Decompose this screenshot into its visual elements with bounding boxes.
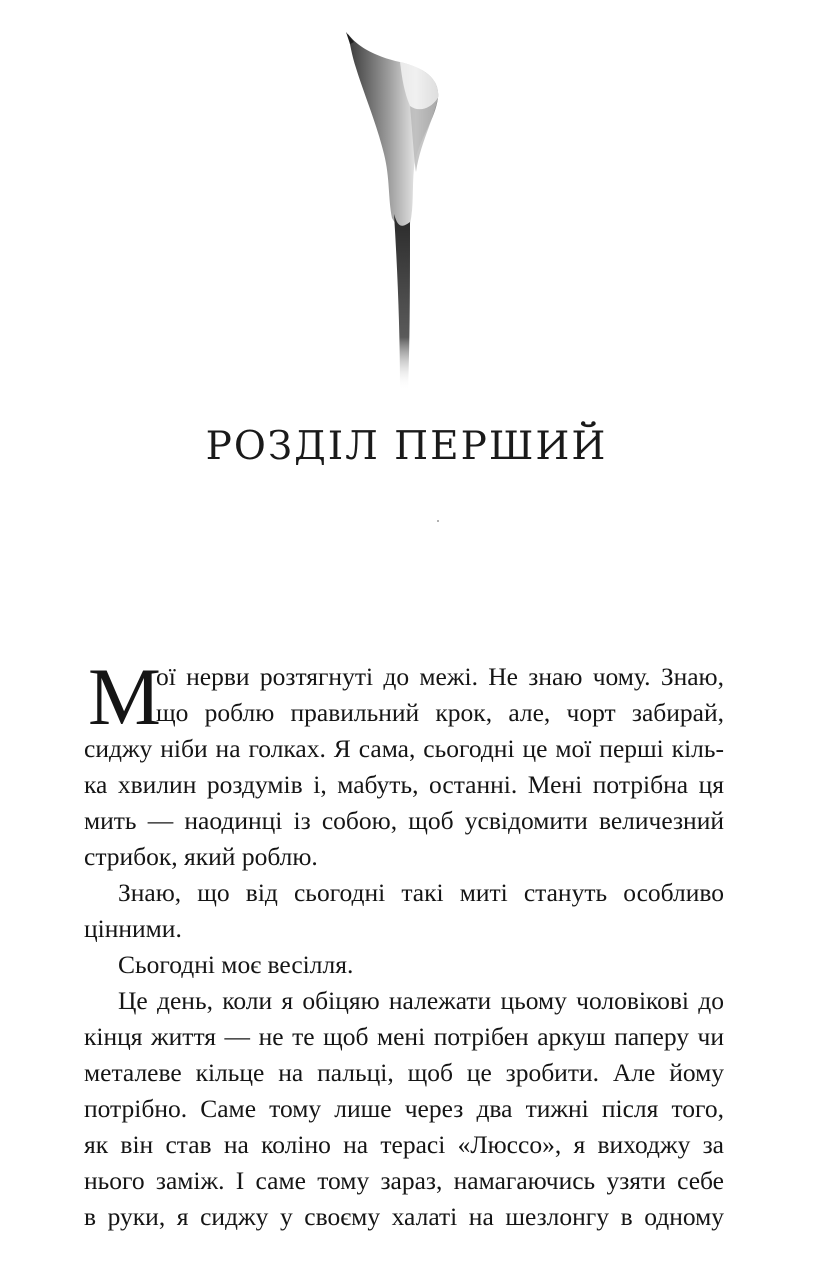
text-line: Це день, коли я обіцяю належати цьому чоловікові до bbox=[118, 986, 724, 1015]
text-line: нього заміж. І саме тому зараз, намагаючись узяти себе bbox=[84, 1166, 724, 1195]
text-line: мить — наодинці із собою, щоб усвідомити величезний bbox=[84, 806, 724, 835]
text-line: Знаю, що від сьогодні такі миті стануть особливо bbox=[118, 878, 724, 907]
text-line: в руки, я сиджу у своєму халаті на шезлонгу в одному bbox=[84, 1202, 724, 1231]
drop-cap: М bbox=[88, 651, 161, 742]
print-speck bbox=[437, 520, 439, 522]
chapter-body bbox=[84, 651, 724, 1235]
text-line: як він став на коліно на терасі «Люссо», я виходжу за bbox=[84, 1130, 724, 1159]
text-line: стрибок, який роблю. bbox=[84, 842, 318, 871]
text-line: що роблю правильний крок, але, чорт забирай, bbox=[156, 698, 724, 727]
calla-lily-icon bbox=[330, 28, 460, 398]
text-line: цінними. bbox=[84, 914, 182, 943]
text-line: металеве кільце на пальці, щоб це зробити. Але йому bbox=[84, 1058, 724, 1087]
opening-paragraph bbox=[84, 651, 724, 742]
text-line: ка хвилин роздумів і, мабуть, останні. Мені потрібна ця bbox=[84, 770, 724, 799]
text-line: ої нерви розтягнуті до межі. Не знаю чому. Знаю, bbox=[156, 662, 724, 691]
text-line: Сьогодні моє весілля. bbox=[118, 950, 354, 979]
text-line: потрібно. Саме тому лише через два тижні після того, bbox=[84, 1094, 724, 1123]
chapter-title: РОЗДІЛ ПЕРШИЙ bbox=[205, 424, 608, 469]
text-line: сиджу ніби на голках. Я сама, сьогодні це мої перші кіль- bbox=[84, 734, 724, 763]
text-line: кінця життя — не те щоб мені потрібен аркуш паперу чи bbox=[84, 1022, 724, 1051]
